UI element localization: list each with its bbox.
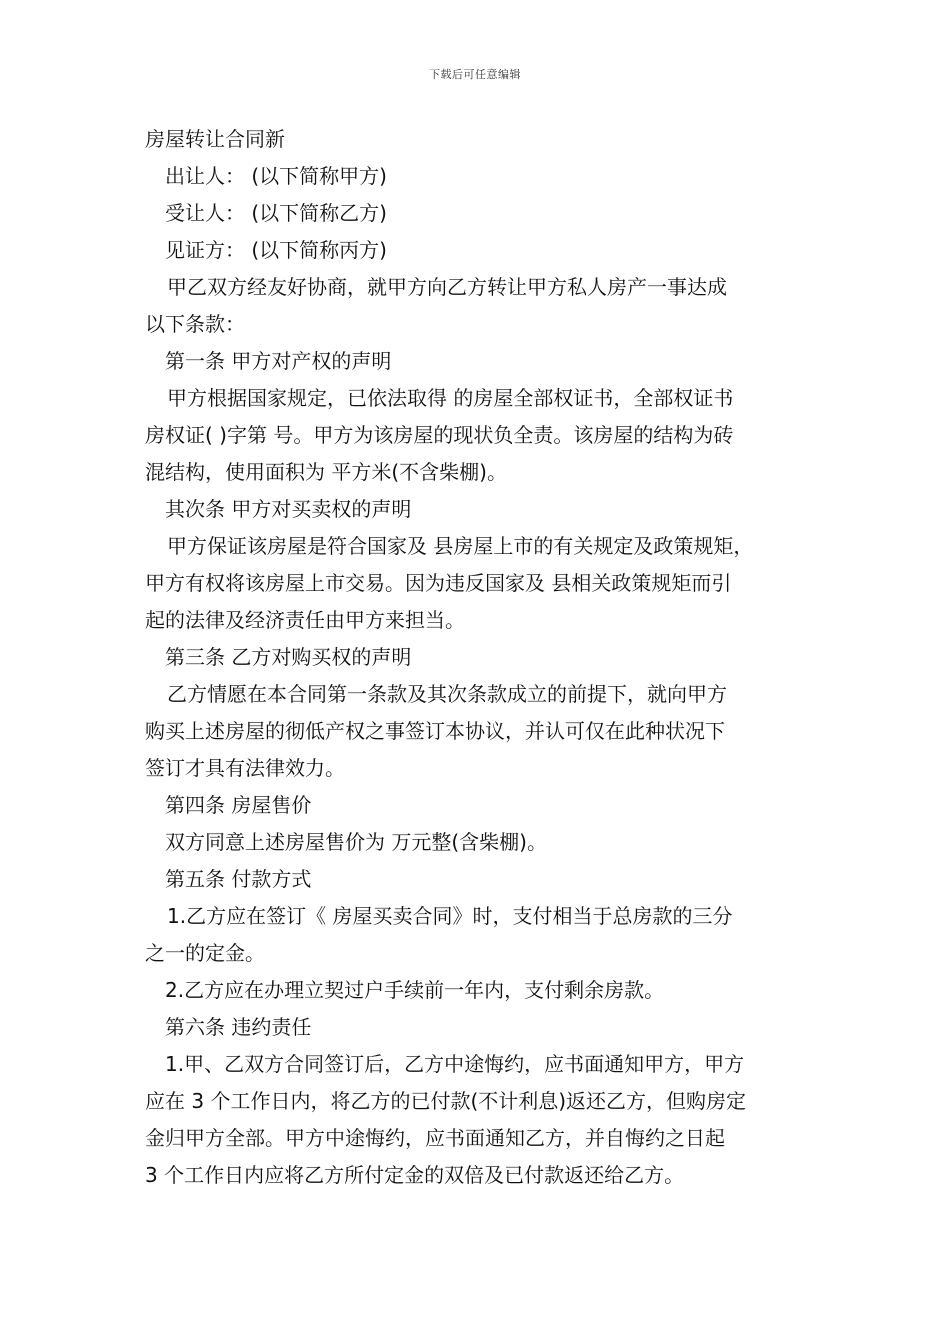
paragraph-line: 金归甲方全部。甲方中途悔约，应书面通知乙方，并自悔约之日起 [145,1126,725,1150]
document-title: 房屋转让合同新 [145,127,285,151]
paragraph-line: 应在 3 个工作日内，将乙方的已付款(不计利息)返还乙方，但购房定 [145,1089,747,1113]
paragraph-line: 之一的定金。 [145,941,265,965]
paragraph-line: 以下条款： [145,312,245,336]
party-transferee: 受让人： (以下简称乙方) [165,201,387,225]
article-heading: 第五条 付款方式 [165,867,312,891]
paragraph-line: 签订才具有法律效力。 [145,756,345,780]
contract-body [145,121,825,1194]
paragraph-line: 购买上述房屋的彻低产权之事签订本协议，并认可仅在此种状况下 [145,719,725,743]
paragraph-line: 房权证( )字第 号。甲方为该房屋的现状负全责。该房屋的结构为砖 [145,423,734,447]
party-transferor: 出让人： (以下简称甲方) [165,164,387,188]
article-heading: 第四条 房屋售价 [165,793,312,817]
article-heading: 其次条 甲方对买卖权的声明 [165,497,412,521]
paragraph-line: 2.乙方应在办理立契过户手续前一年内，支付剩余房款。 [165,978,665,1002]
paragraph-line: 甲乙双方经友好协商，就甲方向乙方转让甲方私人房产一事达成 [167,275,727,299]
paragraph-line: 混结构，使用面积为 平方米(不含柴棚)。 [145,460,507,484]
paragraph-line: 乙方情愿在本合同第一条款及其次条款成立的前提下，就向甲方 [167,682,727,706]
paragraph-line: 1.乙方应在签订《 房屋买卖合同》时，支付相当于总房款的三分 [167,904,733,928]
paragraph-line: 起的法律及经济责任由甲方来担当。 [145,608,465,632]
paragraph-line: 甲方保证该房屋是符合国家及 县房屋上市的有关规定及政策规矩， [167,534,754,558]
article-heading: 第六条 违约责任 [165,1015,312,1039]
paragraph-line: 1.甲、乙双方合同签订后，乙方中途悔约，应书面通知甲方，甲方 [165,1052,745,1076]
article-heading: 第三条 乙方对购买权的声明 [165,645,412,669]
paragraph-line: 甲方有权将该房屋上市交易。因为违反国家及 县相关政策规矩而引 [145,571,732,595]
paragraph-line: 双方同意上述房屋售价为 万元整(含柴棚)。 [165,830,547,854]
party-witness: 见证方： (以下简称丙方) [165,238,387,262]
paragraph-line: 3 个工作日内应将乙方所付定金的双倍及已付款返还给乙方。 [145,1163,685,1187]
page-header-note: 下载后可任意编辑 [429,68,521,81]
article-heading: 第一条 甲方对产权的声明 [165,349,392,373]
paragraph-line: 甲方根据国家规定，已依法取得 的房屋全部权证书，全部权证书 [167,386,734,410]
